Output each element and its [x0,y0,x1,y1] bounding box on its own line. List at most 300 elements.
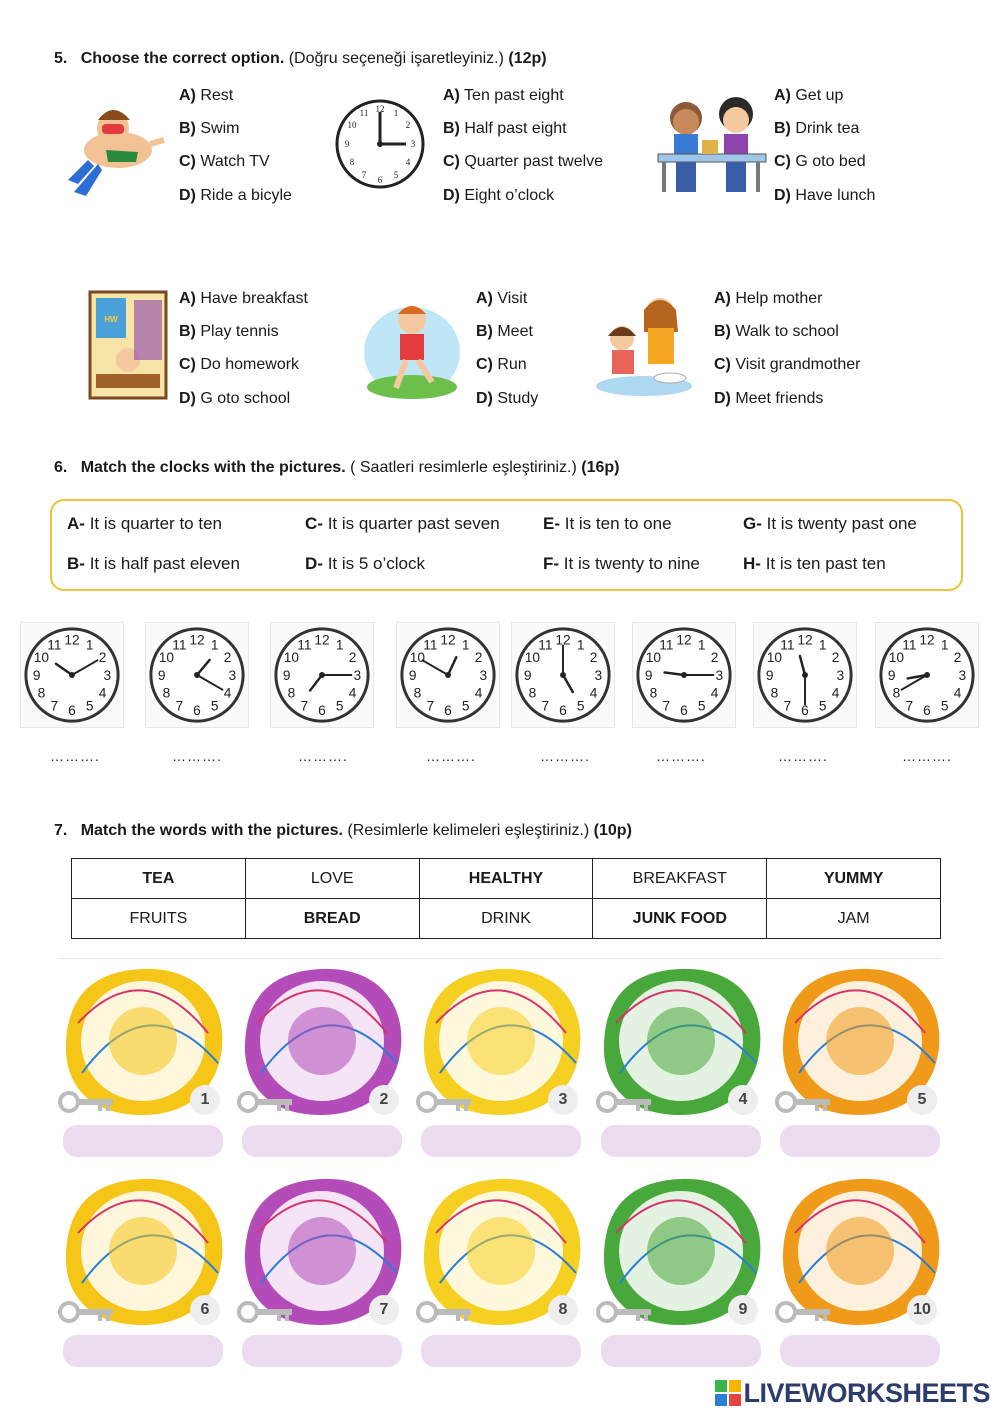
runner-picture [362,292,462,402]
clock-numeral: 8 [413,685,422,701]
clock-face-icon [271,623,373,727]
word-row [72,859,941,899]
card-answer-field[interactable] [601,1125,761,1157]
q5-item2-option-d[interactable] [443,188,554,204]
option-letter: C) [714,356,731,373]
q5-item3-option-d[interactable] [774,188,875,204]
clock-numeral: 3 [228,667,237,683]
option-letter: B) [714,323,731,340]
q6-title: Match the clocks with the pictures. [80,459,346,476]
sentence-e [543,514,672,534]
option-letter: B) [179,120,196,137]
clock-numeral: 2 [348,650,357,666]
word-cell: DRINK [419,899,593,939]
option-letter: B) [179,323,196,340]
picture-card-3 [416,963,586,1163]
card-number: 6 [190,1295,220,1325]
card-answer-field[interactable] [421,1125,581,1157]
svg-text:8: 8 [349,157,355,167]
q5-translation: (Doğru seçeneği işaretleyiniz.) [288,50,504,67]
clock-numeral: 9 [523,667,532,683]
clock-numeral: 8 [649,685,658,701]
option-text: Meet friends [735,390,824,407]
clock-answer-blank[interactable]: ………. [656,748,706,764]
q5-item3-option-b[interactable] [774,121,859,137]
clock-face-icon [876,623,978,727]
card-answer-field[interactable] [421,1335,581,1367]
clock-numeral: 7 [541,698,550,714]
card-number: 2 [369,1085,399,1115]
option-text: Meet [497,323,533,340]
card-answer-field[interactable] [63,1335,223,1367]
card-number: 3 [548,1085,578,1115]
clock-numeral: 9 [32,667,41,683]
q5-item1-option-c[interactable] [179,154,270,170]
sentence-text: It is quarter past seven [327,514,500,533]
option-letter: B) [443,120,460,137]
card-answer-field[interactable] [242,1125,402,1157]
word-cell: BREAKFAST [593,859,767,899]
card-number: 7 [369,1295,399,1325]
clock-answer-blank[interactable]: ………. [778,748,828,764]
clock-numeral: 10 [33,650,50,666]
clock-numeral: 10 [158,650,175,666]
clock-face-icon [146,623,248,727]
clock-numeral: 2 [98,650,107,666]
option-text: G oto bed [795,153,866,170]
sentence-h [743,554,886,574]
option-letter: A) [179,87,196,104]
clock-face-icon [397,623,499,727]
clock-numeral: 7 [905,698,914,714]
option-letter: D) [714,390,731,407]
q6-points: (16p) [581,459,620,476]
key-icon [775,1301,835,1323]
q5-item5-option-a[interactable] [476,291,527,307]
option-text: Do homework [200,356,300,373]
clock-numeral: 5 [940,698,949,714]
clock-numeral: 4 [223,685,232,701]
key-icon [237,1091,297,1113]
q5-item3-option-c[interactable] [774,154,866,170]
option-text: Swim [200,120,240,137]
clock-numeral: 1 [461,637,470,653]
clock-numeral: 12 [919,632,935,648]
option-text: Ten past eight [464,87,564,104]
helping-mother-picture [594,292,704,402]
clock-numeral: 1 [576,637,585,653]
clock-numeral: 10 [766,650,783,666]
clock-face-icon [754,623,856,727]
clock-numeral: 11 [423,637,438,653]
clock-numeral: 2 [474,650,483,666]
option-letter: A) [443,87,460,104]
option-text: Run [497,356,527,373]
q5-item4-option-a[interactable] [179,291,308,307]
clock-numeral: 2 [953,650,962,666]
option-text: Play tennis [200,323,279,340]
key-icon [775,1091,835,1113]
option-text: Eight o’clock [464,187,555,204]
q5-points: (12p) [508,50,547,67]
clock-numeral: 10 [888,650,905,666]
option-letter: D) [179,187,196,204]
clock-numeral: 6 [923,703,931,719]
sentence-letter: H- [743,554,761,573]
word-table [71,858,941,939]
picture-card-9 [596,1173,766,1373]
q5-item1-option-a[interactable] [179,88,233,104]
clock-numeral: 6 [193,703,201,719]
option-letter: B) [774,120,791,137]
key-icon [596,1301,656,1323]
option-letter: A) [179,290,196,307]
clock-numeral: 12 [555,632,571,648]
clock-numeral: 5 [210,698,219,714]
picture-card-8 [416,1173,586,1373]
clock-numeral: 8 [37,685,46,701]
card-number: 1 [190,1085,220,1115]
clock-answer-blank[interactable]: ………. [426,748,476,764]
sentence-a [67,514,222,534]
q7-translation: (Resimlerle kelimeleri eşleştiriniz.) [347,822,590,839]
swimmer-picture [58,100,168,200]
clock-numeral: 12 [64,632,80,648]
clock-numeral: 11 [538,637,553,653]
clock-2 [145,622,249,728]
clock-numeral: 4 [348,685,357,701]
clock-numeral: 12 [189,632,205,648]
clock-face-icon [633,623,735,727]
clock-numeral: 9 [887,667,896,683]
sentence-d [305,554,425,574]
clock-numeral: 3 [353,667,362,683]
clock-numeral: 10 [645,650,662,666]
clock-numeral: 7 [783,698,792,714]
clock-numeral: 7 [426,698,435,714]
clock-numeral: 4 [710,685,719,701]
clock-numeral: 6 [68,703,76,719]
card-answer-field[interactable] [601,1335,761,1367]
card-answer-field[interactable] [242,1335,402,1367]
q5-item4-option-b[interactable] [179,324,279,340]
clock-numeral: 9 [282,667,291,683]
sentence-letter: D- [305,554,323,573]
q5-heading [54,50,547,68]
sentence-text: It is 5 o’clock [327,554,425,573]
sentence-letter: F- [543,554,560,573]
clock-numeral: 8 [162,685,171,701]
clock-numeral: 10 [409,650,426,666]
clock-answer-blank[interactable]: ………. [298,748,348,764]
clock-numeral: 5 [461,698,470,714]
clock-8 [875,622,979,728]
sentence-text: It is ten to one [564,514,672,533]
clock-numeral: 3 [958,667,967,683]
q5-item3-option-a[interactable] [774,88,843,104]
kids-eating-picture [656,96,768,196]
sentence-g [743,514,917,534]
clock-answer-blank[interactable]: ………. [50,748,100,764]
sentences-box [50,499,963,591]
q5-item6-option-c[interactable] [714,357,860,373]
sentence-text: It is twenty to nine [563,554,700,573]
card-answer-field[interactable] [780,1125,940,1157]
picture-card-6 [58,1173,228,1373]
clock-numeral: 11 [780,637,795,653]
word-cell: LOVE [245,859,419,899]
option-text: Ride a bicyle [200,187,292,204]
clock-numeral: 11 [47,637,62,653]
card-answer-field[interactable] [780,1335,940,1367]
clock-numeral: 3 [103,667,112,683]
q5-item4-option-c[interactable] [179,357,299,373]
clock-numeral: 7 [50,698,59,714]
clock-numeral: 1 [697,637,706,653]
clock-numeral: 7 [662,698,671,714]
key-icon [58,1301,118,1323]
clock-numeral: 8 [528,685,537,701]
q5-item2-option-b[interactable] [443,121,567,137]
svg-text:12: 12 [375,104,385,114]
option-letter: C) [179,356,196,373]
homework-picture [88,290,168,400]
liveworksheets-brand [715,1378,990,1409]
option-text: Get up [795,87,844,104]
sentence-f [543,554,700,574]
q5-item4-option-d[interactable] [179,391,290,407]
q5-number: 5. [54,50,68,67]
q5-item2-option-c[interactable] [443,154,603,170]
svg-text:10: 10 [347,120,357,130]
option-letter: C) [179,153,196,170]
clock-numeral: 7 [175,698,184,714]
clock-numeral: 11 [902,637,917,653]
clock-numeral: 6 [680,703,688,719]
sentence-letter: A- [67,514,85,533]
option-text: Visit grandmother [735,356,861,373]
clock-numeral: 6 [801,703,809,719]
clock-numeral: 3 [836,667,845,683]
sentence-text: It is ten past ten [765,554,886,573]
card-number: 5 [907,1085,937,1115]
svg-text:1: 1 [393,108,399,118]
clock-6 [632,622,736,728]
q5-item5-option-d[interactable] [476,391,538,407]
clock-numeral: 11 [659,637,674,653]
q6-heading [54,459,620,477]
sentence-text: It is half past eleven [89,554,240,573]
word-cell: YUMMY [767,859,941,899]
clock-numeral: 5 [697,698,706,714]
clock-numeral: 10 [524,650,541,666]
clock-numeral: 3 [715,667,724,683]
sentence-letter: E- [543,514,560,533]
q6-number: 6. [54,459,68,476]
word-row [72,899,941,939]
clock-numeral: 4 [589,685,598,701]
option-letter: C) [774,153,791,170]
card-number: 4 [728,1085,758,1115]
key-icon [237,1301,297,1323]
clock-answer-blank[interactable]: ………. [540,748,590,764]
option-letter: C) [443,153,460,170]
sentence-letter: B- [67,554,85,573]
liveworksheets-logo-icon [715,1380,741,1406]
option-letter: A) [476,290,493,307]
brand-name: LIVEWORKSHEETS [743,1378,990,1408]
clock-numeral: 2 [710,650,719,666]
picture-card-10 [775,1173,945,1373]
word-cell: BREAD [245,899,419,939]
option-text: Watch TV [200,153,270,170]
clock-numeral: 1 [940,637,949,653]
key-icon [416,1091,476,1113]
clock-numeral: 9 [644,667,653,683]
clock-numeral: 9 [765,667,774,683]
option-text: Half past eight [464,120,567,137]
clock-numeral: 9 [157,667,166,683]
clock-numeral: 2 [589,650,598,666]
clock-numeral: 4 [98,685,107,701]
svg-text:3: 3 [410,139,416,149]
card-number: 10 [907,1295,937,1325]
q5-item6-option-a[interactable] [714,291,823,307]
clock-face-icon [512,623,614,727]
word-cell: JAM [767,899,941,939]
picture-card-5 [775,963,945,1163]
clock-numeral: 6 [318,703,326,719]
svg-text:4: 4 [405,157,411,167]
picture-card-4 [596,963,766,1163]
card-number: 8 [548,1295,578,1325]
q5-item5-option-c[interactable] [476,357,527,373]
svg-text:11: 11 [359,108,369,118]
clock-numeral: 12 [797,632,813,648]
option-letter: D) [476,390,493,407]
clock-1 [20,622,124,728]
option-letter: D) [774,187,791,204]
clock-numeral: 3 [594,667,603,683]
option-letter: A) [774,87,791,104]
clock-face-icon [21,623,123,727]
clock-numeral: 12 [676,632,692,648]
option-text: G oto school [200,390,291,407]
clock-3 [270,622,374,728]
picture-card-1 [58,963,228,1163]
clock-numeral: 3 [479,667,488,683]
svg-text:6: 6 [377,175,383,185]
clock-numeral: 8 [287,685,296,701]
q5-item6-option-d[interactable] [714,391,823,407]
q7-heading [54,822,632,840]
word-cell: FRUITS [72,899,246,939]
clock-numeral: 1 [818,637,827,653]
clock-numeral: 4 [953,685,962,701]
q7-number: 7. [54,822,68,839]
option-text: Help mother [735,290,823,307]
clock-numeral: 5 [85,698,94,714]
word-cell: TEA [72,859,246,899]
q5-title: Choose the correct option. [80,50,285,67]
key-icon [596,1091,656,1113]
svg-text:2: 2 [405,120,411,130]
option-text: Have breakfast [200,290,308,307]
clock-numeral: 6 [444,703,452,719]
clock-numeral: 11 [297,637,312,653]
option-letter: D) [179,390,196,407]
clock-numeral: 6 [559,703,567,719]
card-answer-field[interactable] [63,1125,223,1157]
clock-numeral: 8 [770,685,779,701]
q5-item5-option-b[interactable] [476,324,533,340]
picture-card-7 [237,1173,407,1373]
svg-text:5: 5 [393,170,399,180]
clock-7 [753,622,857,728]
sentence-c [305,514,500,534]
clock-answer-blank[interactable]: ………. [172,748,222,764]
option-letter: D) [443,187,460,204]
sentence-b [67,554,240,574]
q7-title: Match the words with the pictures. [80,822,343,839]
q5-item1-option-d[interactable] [179,188,292,204]
sentence-letter: C- [305,514,323,533]
key-icon [416,1301,476,1323]
q5-item1-option-b[interactable] [179,121,239,137]
clock-answer-blank[interactable]: ………. [902,748,952,764]
option-text: Study [497,390,539,407]
option-letter: A) [714,290,731,307]
word-cell: HEALTHY [419,859,593,899]
q7-points: (10p) [593,822,632,839]
option-letter: C) [476,356,493,373]
sentence-text: It is twenty past one [766,514,917,533]
clock-numeral: 7 [300,698,309,714]
clock-5 [511,622,615,728]
svg-text:7: 7 [361,170,367,180]
clock-4 [396,622,500,728]
q6-translation: ( Saatleri resimlerle eşleştiriniz.) [350,459,577,476]
cards-divider [58,958,942,959]
clock-numeral: 5 [576,698,585,714]
option-text: Have lunch [795,187,876,204]
clock-numeral: 12 [440,632,456,648]
picture-card-2 [237,963,407,1163]
clock-numeral: 2 [831,650,840,666]
option-text: Quarter past twelve [464,153,604,170]
svg-text:9: 9 [344,139,350,149]
q5-item6-option-b[interactable] [714,324,839,340]
clock-numeral: 2 [223,650,232,666]
clock-numeral: 11 [172,637,187,653]
clock-numeral: 1 [85,637,94,653]
option-text: Drink tea [795,120,860,137]
card-number: 9 [728,1295,758,1325]
clock-numeral: 5 [335,698,344,714]
option-text: Walk to school [735,323,839,340]
clock-numeral: 8 [892,685,901,701]
clock-numeral: 9 [408,667,417,683]
word-cell: JUNK FOOD [593,899,767,939]
option-text: Rest [200,87,234,104]
clock-numeral: 1 [210,637,219,653]
sentence-letter: G- [743,514,762,533]
clock-numeral: 12 [314,632,330,648]
key-icon [58,1091,118,1113]
option-letter: B) [476,323,493,340]
clock-numeral: 4 [831,685,840,701]
q5-item2-option-a[interactable] [443,88,564,104]
